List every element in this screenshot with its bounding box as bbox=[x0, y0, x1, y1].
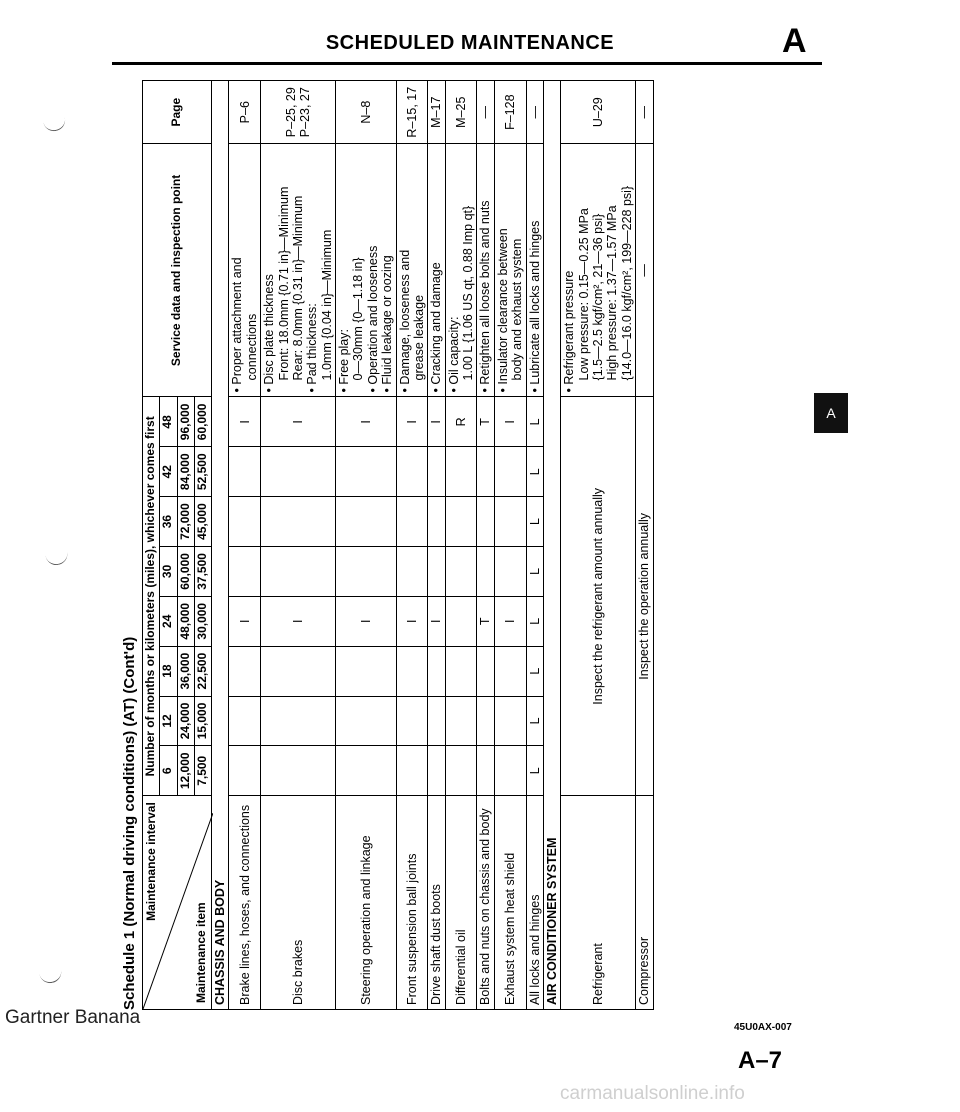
service-line: • Cracking and damage bbox=[429, 262, 444, 393]
miles-value: 15,000 bbox=[194, 696, 211, 746]
page-number: A–7 bbox=[738, 1047, 783, 1074]
service-line: body and exhaust system bbox=[510, 238, 525, 381]
interval-mark: I bbox=[336, 596, 397, 646]
interval-mark: L bbox=[526, 497, 543, 547]
service-line: • Disc plate thickness bbox=[262, 274, 277, 393]
service-line: • Operation and looseness bbox=[365, 245, 380, 393]
interval-mark: R bbox=[445, 397, 477, 447]
interval-mark bbox=[261, 546, 336, 596]
service-line: Low pressure: 0.15—0.25 MPa bbox=[576, 208, 591, 381]
interval-mark: T bbox=[477, 397, 494, 447]
interval-mark bbox=[494, 746, 526, 796]
interval-mark bbox=[396, 447, 428, 497]
service-data bbox=[526, 144, 543, 397]
interval-mark bbox=[494, 696, 526, 746]
table-row bbox=[477, 81, 494, 1010]
service-header: Service data and inspection point bbox=[143, 144, 212, 397]
service-line: • Retighten all loose bolts and nuts bbox=[478, 200, 493, 393]
interval-mark bbox=[396, 646, 428, 696]
maintenance-item: Exhaust system heat shield bbox=[494, 796, 526, 1010]
rotated-schedule bbox=[118, 80, 652, 1010]
miles-value: 45,000 bbox=[194, 497, 211, 547]
interval-mark: L bbox=[526, 696, 543, 746]
interval-mark: L bbox=[526, 397, 543, 447]
service-line: • Refrigerant pressure bbox=[562, 270, 577, 393]
interval-mark bbox=[396, 746, 428, 796]
interval-mark: I bbox=[428, 596, 445, 646]
maintenance-item: Front suspension ball joints bbox=[396, 796, 428, 1010]
service-line: Rear: 8.0mm {0.31 in}—Minimum bbox=[290, 195, 305, 381]
months-value: 48 bbox=[160, 397, 177, 447]
maintenance-item: All locks and hinges bbox=[526, 796, 543, 1010]
kilometers-value: 96,000 bbox=[177, 397, 194, 447]
interval-mark: L bbox=[526, 746, 543, 796]
service-line: • Pad thickness: bbox=[305, 303, 320, 393]
margin-mark bbox=[39, 968, 63, 985]
interval-mark bbox=[428, 696, 445, 746]
interval-mark bbox=[396, 546, 428, 596]
interval-mark bbox=[428, 546, 445, 596]
interval-mark bbox=[336, 696, 397, 746]
interval-mark bbox=[229, 546, 261, 596]
page-reference: P–6 bbox=[229, 81, 261, 144]
table-row bbox=[396, 81, 428, 1010]
footer-site: carmanualsonline.info bbox=[560, 1083, 745, 1104]
interval-mark bbox=[477, 696, 494, 746]
number-header: Number of months or kilometers (miles), whichever comes first bbox=[143, 397, 160, 796]
service-data bbox=[396, 144, 428, 397]
interval-mark bbox=[494, 546, 526, 596]
service-line: • Insulator clearance between bbox=[495, 228, 510, 393]
section-title: CHASSIS AND BODY bbox=[212, 81, 229, 1010]
service-line: 1.0mm {0.04 in}—Minimum bbox=[319, 229, 334, 381]
page-reference: — bbox=[636, 81, 653, 144]
page-reference: F–128 bbox=[494, 81, 526, 144]
interval-mark bbox=[261, 696, 336, 746]
kilometers-value: 84,000 bbox=[177, 447, 194, 497]
interval-mark bbox=[229, 497, 261, 547]
interval-mark: T bbox=[477, 596, 494, 646]
interval-mark bbox=[494, 497, 526, 547]
interval-mark bbox=[428, 746, 445, 796]
table-row bbox=[636, 81, 653, 1010]
maintenance-item: Drive shaft dust boots bbox=[428, 796, 445, 1010]
interval-mark bbox=[445, 497, 477, 547]
maintenance-item: Steering operation and linkage bbox=[336, 796, 397, 1010]
service-line: • Fluid leakage or oozing bbox=[380, 255, 395, 393]
service-line: • Damage, looseness and bbox=[397, 249, 412, 393]
interval-mark bbox=[477, 497, 494, 547]
maintenance-item: Differential oil bbox=[445, 796, 477, 1010]
interval-mark bbox=[336, 746, 397, 796]
interval-mark bbox=[428, 447, 445, 497]
kilometers-value: 24,000 bbox=[177, 696, 194, 746]
section-tab-mark: A bbox=[814, 393, 848, 433]
kilometers-value: 48,000 bbox=[177, 596, 194, 646]
table-row bbox=[229, 81, 261, 1010]
miles-value: 60,000 bbox=[194, 397, 211, 447]
interval-span-text: Inspect the operation annually bbox=[636, 397, 653, 796]
service-line: {14.0—16.0 kgf/cm², 199—228 psi} bbox=[619, 185, 634, 381]
months-value: 12 bbox=[160, 696, 177, 746]
interval-mark: I bbox=[229, 397, 261, 447]
interval-mark bbox=[336, 497, 397, 547]
kilometers-value: 12,000 bbox=[177, 746, 194, 796]
months-value: 30 bbox=[160, 546, 177, 596]
service-line: grease leakage bbox=[411, 294, 426, 381]
table-row bbox=[336, 81, 397, 1010]
page-header-title: SCHEDULED MAINTENANCE bbox=[325, 32, 615, 54]
interval-mark: I bbox=[396, 596, 428, 646]
kilometers-value: 36,000 bbox=[177, 646, 194, 696]
interval-mark bbox=[229, 646, 261, 696]
page-reference: U–29 bbox=[561, 81, 636, 144]
schedule-caption: Schedule 1 (Normal driving conditions) (AT) (Cont'd) bbox=[121, 636, 138, 1010]
service-data bbox=[428, 144, 445, 397]
interval-mark bbox=[445, 746, 477, 796]
interval-mark bbox=[477, 546, 494, 596]
table-row bbox=[494, 81, 526, 1010]
header-rule bbox=[112, 62, 822, 65]
service-data bbox=[445, 144, 477, 397]
interval-mark bbox=[445, 646, 477, 696]
interval-mark bbox=[428, 497, 445, 547]
margin-mark bbox=[43, 116, 67, 133]
service-line: 0—30mm {0—1.18 in} bbox=[351, 257, 366, 381]
interval-mark bbox=[336, 447, 397, 497]
page-reference: R–15, 17 bbox=[396, 81, 428, 144]
interval-mark bbox=[428, 646, 445, 696]
table-row bbox=[445, 81, 477, 1010]
interval-mark bbox=[477, 447, 494, 497]
maintenance-item: Bolts and nuts on chassis and body bbox=[477, 796, 494, 1010]
miles-value: 30,000 bbox=[194, 596, 211, 646]
service-line: • Proper attachment and bbox=[230, 257, 245, 393]
page-reference: — bbox=[477, 81, 494, 144]
service-data bbox=[261, 144, 336, 397]
interval-mark bbox=[396, 696, 428, 746]
table-row bbox=[561, 81, 636, 1010]
page-reference: M–17 bbox=[428, 81, 445, 144]
interval-mark bbox=[477, 746, 494, 796]
interval-mark: I bbox=[428, 397, 445, 447]
interval-mark bbox=[229, 696, 261, 746]
interval-mark bbox=[261, 746, 336, 796]
months-value: 36 bbox=[160, 497, 177, 547]
section-letter: A bbox=[782, 22, 807, 60]
service-data bbox=[477, 144, 494, 397]
schedule-table bbox=[142, 80, 654, 1010]
interval-mark bbox=[261, 447, 336, 497]
interval-mark: I bbox=[261, 397, 336, 447]
kilometers-value: 72,000 bbox=[177, 497, 194, 547]
miles-value: 37,500 bbox=[194, 546, 211, 596]
service-line: • Oil capacity: bbox=[446, 316, 461, 393]
maintenance-item: Brake lines, hoses, and connections bbox=[229, 796, 261, 1010]
table-row bbox=[261, 81, 336, 1010]
interval-mark: I bbox=[261, 596, 336, 646]
interval-mark: I bbox=[494, 397, 526, 447]
service-line: Front: 18.0mm {0.71 in}—Minimum bbox=[276, 186, 291, 381]
page-reference: P–25, 29 P–23, 27 bbox=[261, 81, 336, 144]
service-line: — bbox=[637, 264, 652, 277]
interval-mark bbox=[494, 646, 526, 696]
page-reference: — bbox=[526, 81, 543, 144]
interval-mark: I bbox=[494, 596, 526, 646]
service-data bbox=[494, 144, 526, 397]
interval-mark bbox=[445, 546, 477, 596]
kilometers-value: 60,000 bbox=[177, 546, 194, 596]
interval-mark bbox=[477, 646, 494, 696]
interval-mark bbox=[229, 746, 261, 796]
interval-mark: I bbox=[396, 397, 428, 447]
interval-mark: L bbox=[526, 447, 543, 497]
interval-mark bbox=[336, 546, 397, 596]
service-line: • Free play: bbox=[337, 329, 351, 393]
miles-value: 52,500 bbox=[194, 447, 211, 497]
maintenance-item: Compressor bbox=[636, 796, 653, 1010]
interval-mark bbox=[445, 596, 477, 646]
interval-mark bbox=[445, 447, 477, 497]
page-header: Page bbox=[143, 81, 212, 144]
interval-label: Maintenance interval bbox=[144, 802, 158, 921]
service-line: • Lubricate all locks and hinges bbox=[527, 220, 542, 393]
interval-mark: L bbox=[526, 596, 543, 646]
interval-mark bbox=[261, 497, 336, 547]
table-row bbox=[428, 81, 445, 1010]
maintenance-item: Refrigerant bbox=[561, 796, 636, 1010]
page-reference: M–25 bbox=[445, 81, 477, 144]
service-line: 1.00 L {1.06 US qt, 0.88 Imp qt} bbox=[461, 205, 475, 381]
interval-mark: I bbox=[336, 397, 397, 447]
interval-mark bbox=[494, 447, 526, 497]
figure-code: 45U0AX-007 bbox=[734, 1022, 792, 1033]
service-line: High pressure: 1.37—1.57 MPa bbox=[605, 205, 620, 381]
interval-mark bbox=[336, 646, 397, 696]
interval-mark bbox=[445, 696, 477, 746]
interval-mark bbox=[261, 646, 336, 696]
service-data bbox=[229, 144, 261, 397]
interval-mark bbox=[396, 497, 428, 547]
schedule-body bbox=[212, 81, 654, 1010]
service-data bbox=[336, 144, 397, 397]
miles-value: 7,500 bbox=[194, 746, 211, 796]
miles-value: 22,500 bbox=[194, 646, 211, 696]
interval-item-corner bbox=[143, 796, 212, 1010]
interval-mark: L bbox=[526, 646, 543, 696]
table-row bbox=[526, 81, 543, 1010]
section-title: AIR CONDITIONER SYSTEM bbox=[543, 81, 560, 1010]
watermark: Gartner Banana bbox=[5, 1007, 141, 1028]
months-value: 24 bbox=[160, 596, 177, 646]
service-line: connections bbox=[244, 313, 259, 381]
service-data bbox=[636, 144, 653, 397]
months-value: 6 bbox=[160, 746, 177, 796]
item-label: Maintenance item bbox=[194, 902, 209, 1003]
interval-mark: I bbox=[229, 596, 261, 646]
service-line: {1.5—2.5 kgf/cm², 21—36 psi} bbox=[591, 213, 605, 381]
months-value: 42 bbox=[160, 447, 177, 497]
interval-mark bbox=[229, 447, 261, 497]
maintenance-item: Disc brakes bbox=[261, 796, 336, 1010]
interval-mark: L bbox=[526, 546, 543, 596]
months-value: 18 bbox=[160, 646, 177, 696]
page-reference: N–8 bbox=[336, 81, 397, 144]
service-data bbox=[561, 144, 636, 397]
interval-span-text: Inspect the refrigerant amount annually bbox=[561, 397, 636, 796]
margin-mark bbox=[45, 551, 69, 567]
